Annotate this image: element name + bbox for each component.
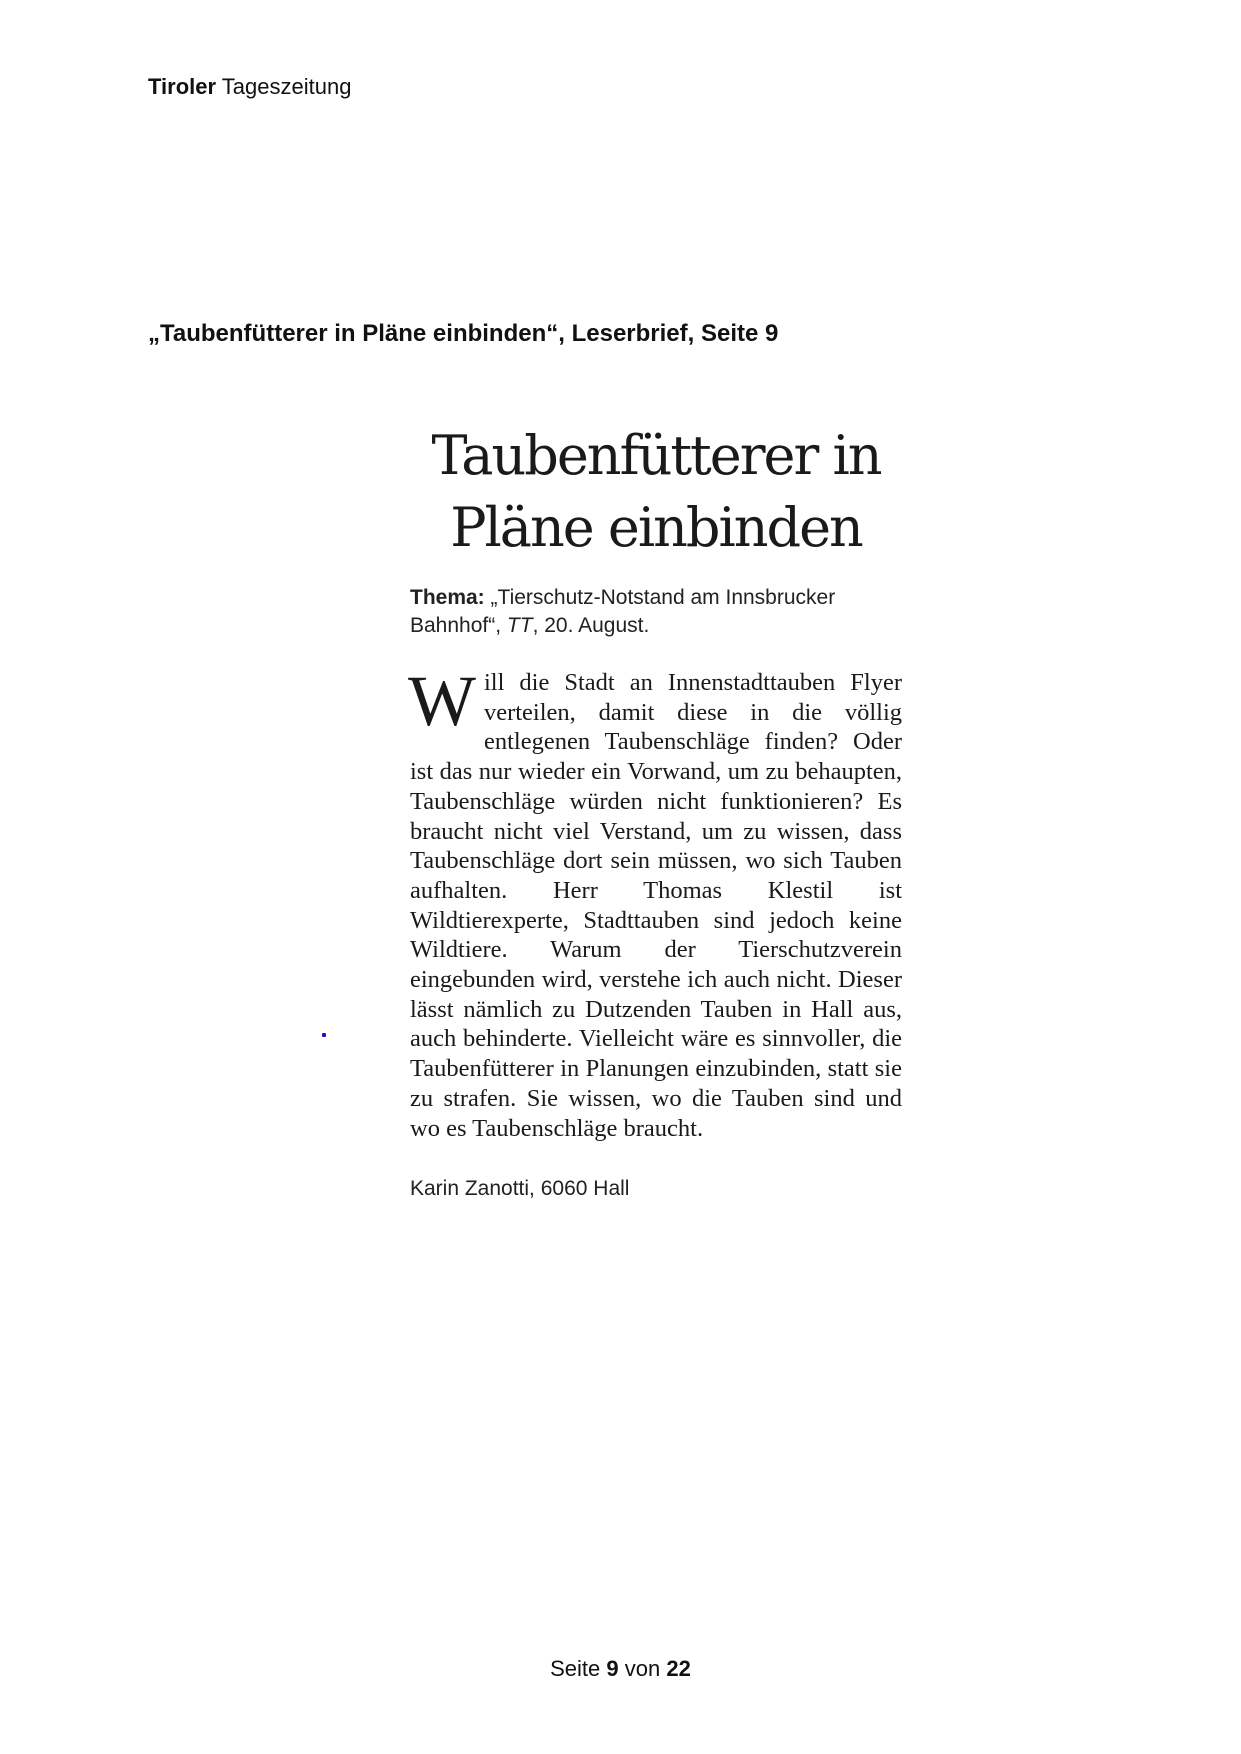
topic-label: Thema: (410, 586, 485, 609)
article-author: Karin Zanotti, 6060 Hall (410, 1177, 630, 1201)
article-body-text: ill die Stadt an Innenstadttauben Flyer verteilen, damit diese in die völlig entlegenen Taubenschläge finden? Oder ist das nur wieder ein Vorwand, um zu behaupten, Taubenschläge würden nicht funktionieren? Es braucht nicht viel Verstand, um zu wissen, dass Taubenschläge dort sein müssen, wo sich Tauben aufhalten. Herr Thomas Klestil ist Wildtierexperte, Stadttauben sind jedoch keine Wildtiere. Warum der Tierschutzverein eingebunden wird, verstehe ich auch nicht. Dieser lässt nämlich zu Dutzenden Tauben in Hall aus, auch behinderte. Vielleicht wäre es sinnvoller, die Taubenfütterer in Planungen einzubinden, statt sie zu strafen. Sie wissen, wo die Tauben sind und wo es Taubenschläge braucht. (410, 669, 902, 1142)
publication-header (148, 72, 351, 102)
topic-date: , 20. August. (532, 614, 650, 637)
document-title: „Taubenfütterer in Pläne einbinden“, Leserbrief, Seite 9 (148, 320, 779, 347)
article-topic (410, 584, 902, 640)
page-number-current: 9 (606, 1656, 619, 1681)
page-number-prefix: Seite (550, 1656, 601, 1681)
headline-line-2: Pläne einbinden (450, 496, 862, 559)
page-number-middle: von (624, 1656, 661, 1681)
publication-name-regular: Tageszeitung (221, 74, 352, 99)
page-number-total: 22 (666, 1656, 691, 1681)
headline-line-1: Taubenfütterer in (431, 424, 881, 487)
article-clipping (410, 420, 902, 1203)
topic-text: „Tierschutz-Notstand am Innsbrucker Bahnhof“, (410, 586, 836, 637)
topic-paper: TT (506, 614, 533, 637)
drop-cap: W (408, 661, 476, 741)
article-body (408, 661, 902, 1143)
stray-mark (322, 1033, 326, 1037)
article-headline (410, 420, 902, 564)
page-number (0, 1654, 1241, 1684)
publication-name-bold: Tiroler (148, 74, 217, 99)
